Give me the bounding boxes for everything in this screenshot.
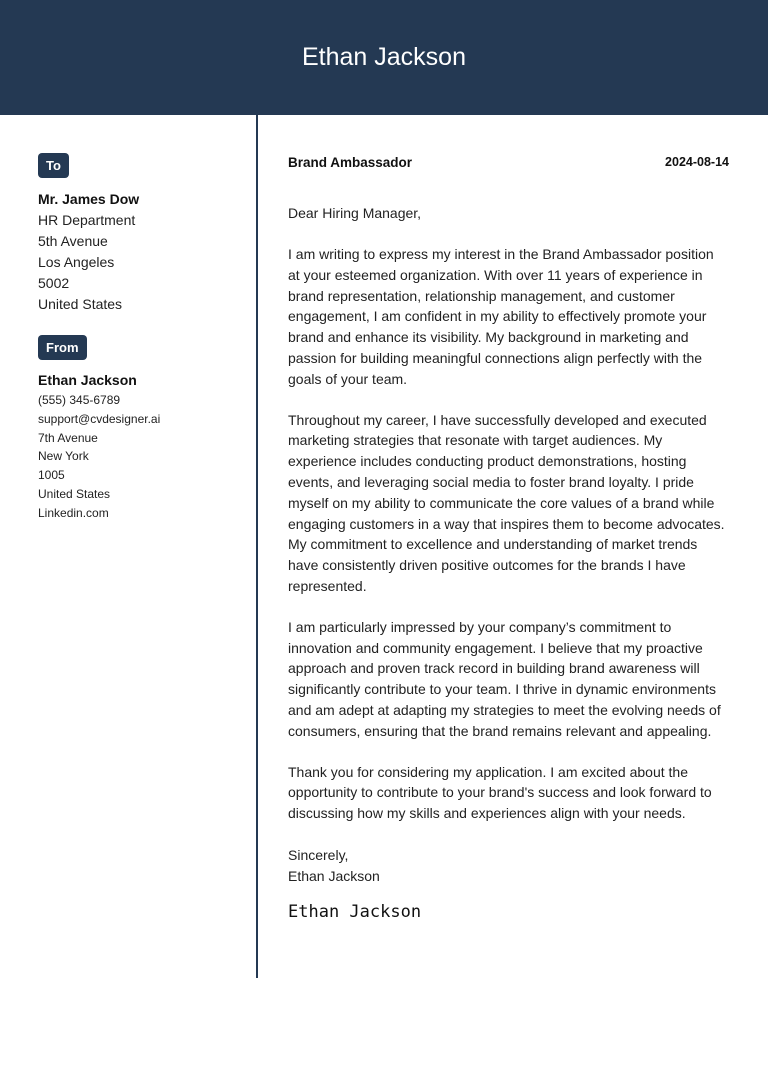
header-banner [0,0,768,115]
signature: Ethan Jackson [288,901,422,922]
sidebar [38,153,243,523]
paragraph-thanks: Thank you for considering my application. I am excited about the opportunity to contribute to your brand's success and look forward to discussing how my skills and experiences align with your needs. [288,763,712,822]
sender-linkedin: Linkedin.com [38,505,109,520]
recipient-street: 5th Avenue [38,233,108,249]
closing-name: Ethan Jackson [288,867,380,884]
applicant-name-title: Ethan Jackson [302,43,466,71]
recipient-department: HR Department [38,212,136,228]
closing [288,845,729,887]
sender-country: United States [38,486,111,501]
paragraph-experience: Throughout my career, I have successfully developed and executed marketing strategies that resonate with target audiences. My experience includes conducting product demonstrations, hosting events, and leveraging social media to foster brand loyalty. I pride myself on my ability to communicate the core values of a brand while engaging customers in a way that inspires them to become advocates. My commitment to excellence and understanding of market trends have consistently driven positive outcomes for the brands I have represented. [288,411,725,594]
paragraph-intro: I am writing to express my interest in the Brand Ambassador position at your esteemed organization. With over 11 years of experience in brand representation, relationship management, and customer engagement, I am confident in my ability to effectively promote your brand and enhance its visibility. My background in marketing and passion for building meaningful connections align perfectly with the goals of your team. [288,246,714,387]
letter-body [288,153,729,924]
vertical-divider [256,115,258,978]
position-title: Brand Ambassador [288,155,413,170]
letter-title-row [288,153,729,173]
sender-street: 7th Avenue [38,430,98,445]
paragraph-company: I am particularly impressed by your company’s commitment to innovation and community engagement. I believe that my proactive approach and proven track record in building brand awareness will significantly contribute to your team. I thrive in dynamic environments and am adept at adapting my strategies to meet the evolving needs of consumers, ensuring that the brand remains relevant and appealing. [288,618,721,739]
sender-phone: (555) 345-6789 [38,393,121,407]
recipient-postal-code: 5002 [38,275,70,291]
recipient-city: Los Angeles [38,254,115,270]
from-badge: From [38,335,87,360]
recipient-name: Mr. James Dow [38,191,140,207]
letter-date: 2024-08-14 [665,155,729,169]
sender-name: Ethan Jackson [38,372,137,388]
sender-city: New York [38,449,89,464]
recipient-country: United States [38,296,123,312]
closing-salutation: Sincerely, [288,846,349,863]
to-badge: To [38,153,69,178]
sender-email: support@cvdesigner.ai [38,411,161,426]
sender-postal-code: 1005 [38,468,65,483]
greeting: Dear Hiring Manager, [288,205,422,221]
